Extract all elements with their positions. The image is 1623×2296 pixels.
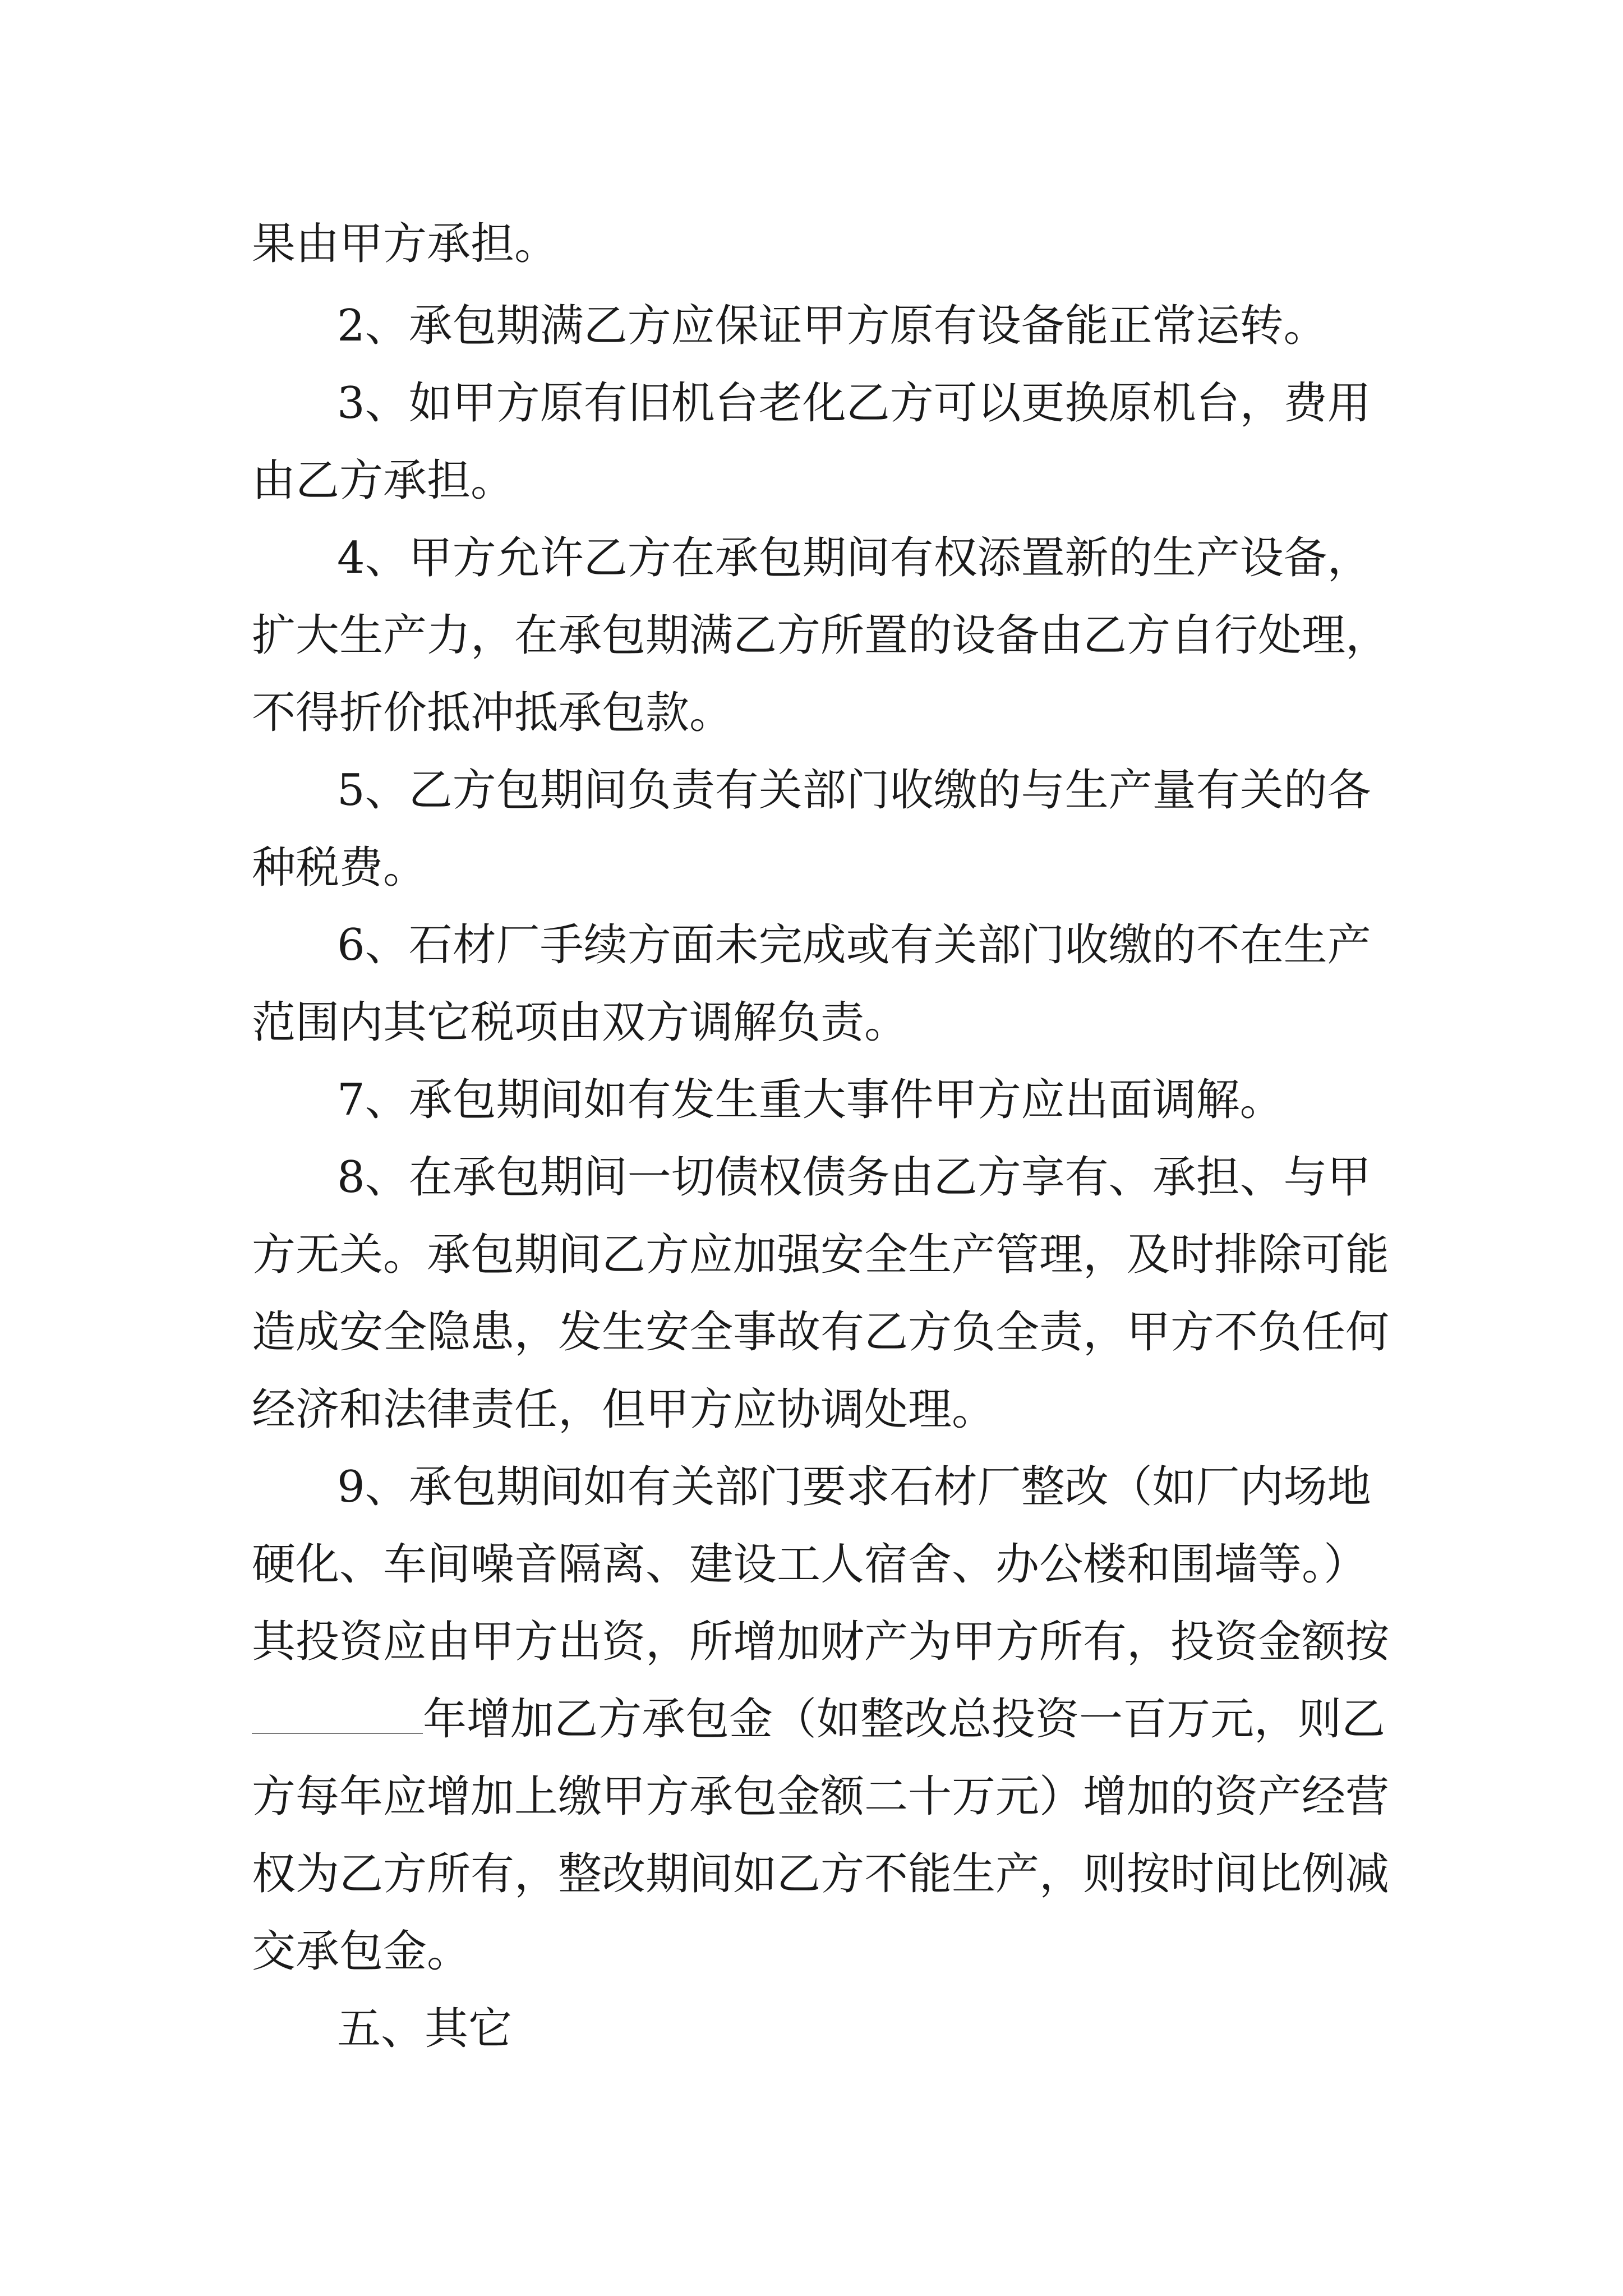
text-line: 7、承包期间如有发生重大事件甲方应出面调解。	[337, 1075, 1284, 1125]
text-line: 2、承包期满乙方应保证甲方原有设备能正常运转。	[337, 301, 1327, 351]
text-after-blank: 年增加乙方承包金（如整改总投资一百万元，则乙	[423, 1694, 1386, 1745]
text-line: 由乙方承担。	[252, 455, 515, 506]
fill-in-blank[interactable]	[252, 1699, 423, 1734]
text-line: 8、在承包期间一切债权债务由乙方享有、承担、与甲	[337, 1152, 1371, 1203]
text-line: 造成安全隐患，发生安全事故有乙方负全责，甲方不负任何	[252, 1307, 1390, 1358]
text-line: 6、石材厂手续方面未完成或有关部门收缴的不在生产	[337, 920, 1371, 970]
text-line: 硬化、车间噪音隔离、建设工人宿舍、办公楼和围墙等。）	[252, 1539, 1368, 1590]
text-line: 其投资应由甲方出资，所增加财产为甲方所有，投资金额按	[252, 1617, 1390, 1667]
text-line: 经济和法律责任，但甲方应协调处理。	[252, 1384, 996, 1435]
text-line: 9、承包期间如有关部门要求石材厂整改（如厂内场地	[337, 1462, 1371, 1512]
text-line: 种税费。	[252, 843, 427, 893]
text-line: 3、如甲方原有旧机台老化乙方可以更换原机台，费用	[337, 378, 1371, 429]
section-heading: 五、其它	[337, 2004, 513, 2054]
text-line: 5、乙方包期间负责有关部门收缴的与生产量有关的各	[337, 765, 1371, 816]
text-line: 权为乙方所有，整改期间如乙方不能生产，则按时间比例减	[252, 1849, 1390, 1899]
text-line: 范围内其它税项由双方调解负责。	[252, 997, 909, 1048]
text-line: 不得折价抵冲抵承包款。	[252, 688, 734, 738]
text-line: 4、甲方允许乙方在承包期间有权添置新的生产设备，	[337, 533, 1371, 583]
text-line: 交承包金。	[252, 1926, 471, 1977]
text-line: 果由甲方承担。	[252, 219, 559, 269]
text-line: 扩大生产力，在承包期满乙方所置的设备由乙方自行处理，	[252, 610, 1390, 661]
text-line-with-blank	[252, 1688, 1385, 1750]
text-line: 方无关。承包期间乙方应加强安全生产管理，及时排除可能	[252, 1230, 1390, 1280]
text-line: 方每年应增加上缴甲方承包金额二十万元）增加的资产经营	[252, 1772, 1390, 1822]
